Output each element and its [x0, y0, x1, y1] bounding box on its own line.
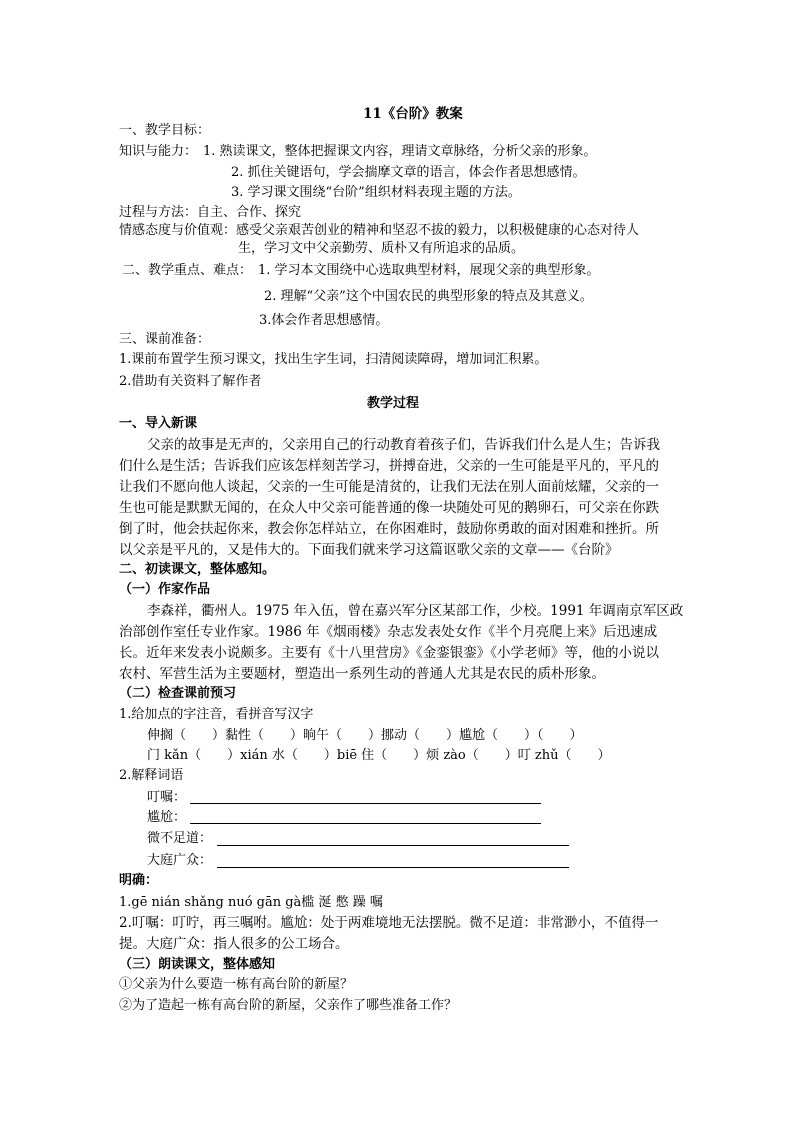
goals-heading: 一、教学目标：: [119, 123, 211, 138]
key-point-2: 2. 理解“父亲”这个中国农民的典型形象的特点及其意义。: [264, 289, 593, 304]
intro-line: 倒了时，他会扶起你来，教会你怎样站立，在你困难时，鼓励你勇敢的面对困难和挫折。所: [119, 521, 659, 537]
key-point-1: 1. 学习本文围绕中心选取典型材料，展现父亲的典型形象。: [258, 263, 600, 278]
term-label: 大庭广众：: [147, 853, 213, 868]
read-heading: （三）朗读课文，整体感知: [119, 957, 276, 972]
intro-line: 让我们不愿向他人谈起，父亲的一生可能是清贫的，让我们无法在别人面前炫耀，父亲的一: [119, 479, 659, 495]
intro-heading: 一、导入新课: [119, 416, 198, 431]
emotion-line-1: 情感态度与价值观：感受父亲艰苦创业的精神和坚忍不拔的毅力，以积极健康的心态对待人: [119, 223, 640, 238]
author-line: 李森祥，衢州人。1975 年入伍，曾在嘉兴军分区某部工作，少校。1991 年调南京军区政: [147, 603, 684, 619]
term-label: 叮嘱：: [147, 790, 187, 805]
answer-line-1: 1.gē nián shǎng nuó gān gà槛 涎 憋 躁 嘱: [119, 895, 383, 910]
process-title: 教学过程: [367, 396, 420, 411]
emotion-line-2: 生，学习文中父亲勤劳、质朴又有所追求的品质。: [238, 241, 525, 256]
knowledge-item-3: 3. 学习课文围绕“台阶”组织材料表现主题的方法。: [231, 185, 521, 200]
q2-label: 2.解释词语: [119, 768, 184, 783]
author-line: 治部创作室任专业作家。1986 年《烟雨楼》杂志发表处女作《半个月亮爬上来》后迅速成: [119, 624, 658, 640]
author-line: 农村、军营生活为主要题材，塑造出一系列生动的普通人尤其是农民的质朴形象。: [119, 666, 605, 682]
answer-blank-line: [217, 867, 569, 868]
intro-line: 以父亲是平凡的，又是伟大的。下面我们就来学习这篇讴歌父亲的文章——《台阶》: [119, 542, 619, 558]
term-label: 微不足道：: [147, 831, 213, 846]
intro-line: 生也可能是默默无闻的，在众人中父亲可能普通的像一块随处可见的鹅卵石，可父亲在你跌: [119, 500, 659, 516]
document-title: 11《台阶》教案: [363, 106, 463, 122]
answer-blank-line: [190, 823, 541, 824]
section2-heading: 二、初读课文，整体感知。: [119, 562, 276, 577]
answer-blank-line: [217, 845, 569, 846]
q1-row-2: 门 kǎn（ ）xián 水（ ）biē 住（ ）烦 zào（ ）叮 zhǔ（ ）: [147, 748, 611, 763]
q1-row-1: 伸搁（ ）黏性（ ）晌午（ ）挪动（ ）尴尬（ ）（ ）: [147, 728, 583, 743]
answer-blank-line: [190, 803, 541, 804]
term-label: 尴尬：: [147, 810, 187, 825]
prep-heading: 三、课前准备：: [119, 332, 211, 347]
key-point-3: 3.体会作者思想感情。: [259, 313, 389, 328]
intro-line: 父亲的故事是无声的，父亲用自己的行动教育着孩子们，告诉我们什么是人生；告诉我: [147, 437, 660, 453]
knowledge-item-1: 1. 熟读课文，整体把握课文内容，理请文章脉络，分析父亲的形象。: [203, 144, 597, 159]
preview-heading: （二）检查课前预习: [119, 686, 237, 701]
process-method: 过程与方法：自主、合作、探究: [119, 205, 302, 220]
knowledge-label: 知识与能力：: [119, 144, 198, 159]
intro-line: 们什么是生活；告诉我们应该怎样刻苦学习，拼搏奋进，父亲的一生可能是平凡的，平凡的: [119, 458, 659, 474]
knowledge-item-2: 2. 抓住关键语句，学会揣摩文章的语言，体会作者思想感情。: [231, 165, 586, 180]
author-line: 长。近年来发表小说颇多。主要有《十八里营房》《金銮银銮》《小学老师》等，他的小说以: [119, 645, 659, 661]
q1-label: 1.给加点的字注音，看拼音写汉字: [119, 707, 314, 722]
question-1: ①父亲为什么要造一栋有高台阶的新屋？: [119, 977, 354, 992]
key-points-label: 二、教学重点、难点：: [122, 263, 253, 278]
question-2: ②为了造起一栋有高台阶的新屋，父亲作了哪些准备工作？: [119, 998, 458, 1013]
answer-line-2: 2.叮嘱：叮咛，再三嘱咐。尴尬：处于两难境地无法摆脱。微不足道：非常渺小，不值得一: [119, 915, 659, 931]
answer-heading: 明确：: [119, 873, 159, 888]
answer-line-3: 提。大庭广众：指人很多的公工场合。: [119, 936, 349, 952]
prep-item-1: 1.课前布置学生预习课文，找出生字生词，扫清阅读障碍，增加词汇积累。: [119, 352, 548, 367]
prep-item-2: 2.借助有关资料了解作者: [119, 374, 262, 389]
author-heading: （一）作家作品: [119, 582, 211, 597]
